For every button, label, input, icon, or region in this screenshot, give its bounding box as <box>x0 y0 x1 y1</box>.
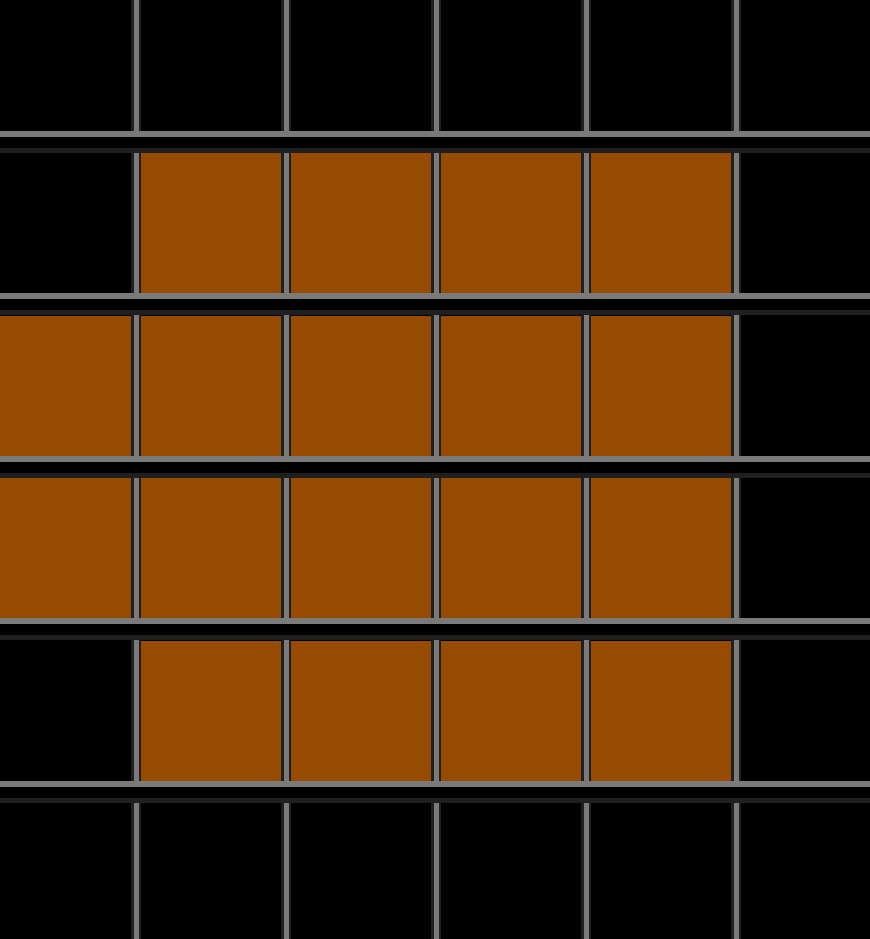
filled-tile[interactable] <box>441 641 581 781</box>
grid-line-horizontal <box>0 618 870 640</box>
filled-tile[interactable] <box>141 316 281 456</box>
empty-tile[interactable] <box>741 0 870 131</box>
empty-tile[interactable] <box>741 316 870 456</box>
filled-tile[interactable] <box>291 153 431 293</box>
empty-tile[interactable] <box>591 803 731 939</box>
filled-tile[interactable] <box>141 641 281 781</box>
filled-tile[interactable] <box>291 641 431 781</box>
empty-tile[interactable] <box>0 803 131 939</box>
empty-tile[interactable] <box>291 803 431 939</box>
filled-tile[interactable] <box>591 153 731 293</box>
filled-tile[interactable] <box>141 153 281 293</box>
filled-tile[interactable] <box>441 153 581 293</box>
empty-tile[interactable] <box>591 0 731 131</box>
empty-tile[interactable] <box>0 0 131 131</box>
filled-tile[interactable] <box>141 478 281 618</box>
empty-tile[interactable] <box>741 641 870 781</box>
grid-line-horizontal <box>0 781 870 803</box>
filled-tile[interactable] <box>291 478 431 618</box>
empty-tile[interactable] <box>441 0 581 131</box>
empty-tile[interactable] <box>741 478 870 618</box>
grid-line-horizontal <box>0 131 870 153</box>
empty-tile[interactable] <box>741 153 870 293</box>
filled-tile[interactable] <box>0 316 131 456</box>
filled-tile[interactable] <box>441 478 581 618</box>
empty-tile[interactable] <box>741 803 870 939</box>
empty-tile[interactable] <box>291 0 431 131</box>
empty-tile[interactable] <box>0 641 131 781</box>
filled-tile[interactable] <box>591 641 731 781</box>
empty-tile[interactable] <box>0 153 131 293</box>
filled-tile[interactable] <box>591 478 731 618</box>
grid-line-horizontal <box>0 293 870 315</box>
grid-line-horizontal <box>0 456 870 478</box>
empty-tile[interactable] <box>441 803 581 939</box>
empty-tile[interactable] <box>141 803 281 939</box>
filled-tile[interactable] <box>0 478 131 618</box>
filled-tile[interactable] <box>591 316 731 456</box>
filled-tile[interactable] <box>441 316 581 456</box>
filled-tile[interactable] <box>291 316 431 456</box>
empty-tile[interactable] <box>141 0 281 131</box>
